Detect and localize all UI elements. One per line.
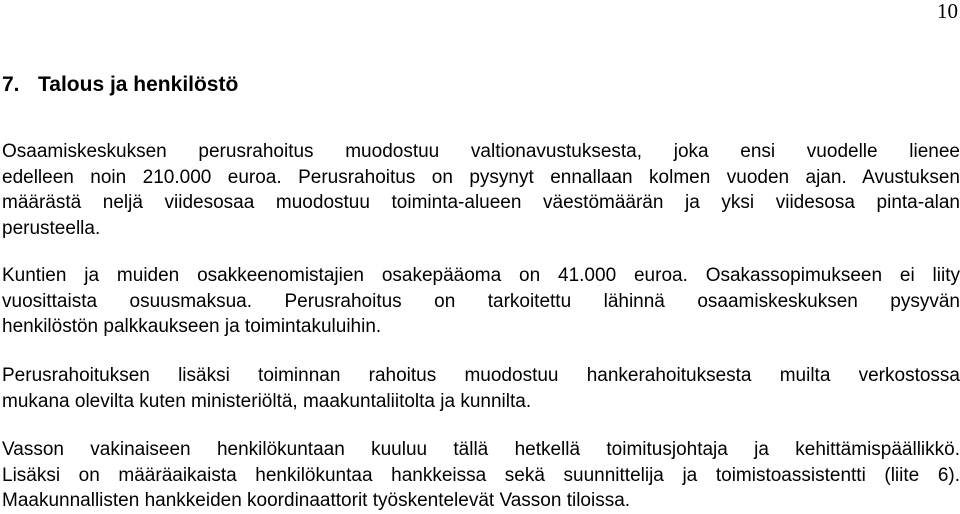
paragraph-line: Perusrahoituksen lisäksi toiminnan rahoitus muodostuu hankerahoituksesta muilta verkostossa [2,365,960,386]
paragraph-line: Lisäksi on määräaikaista henkilökuntaa hankkeissa sekä suunnittelija ja toimistoassistentti (liite 6). [2,464,960,486]
paragraph-line: vuosittaista osuusmaksua. Perusrahoitus on tarkoitettu lähinnä osaamiskeskuksen pysyvän [2,290,960,312]
paragraph-line: Maakunnallisten hankkeiden koordinaattorit työskentelevät Vasson tiloissa. [2,490,631,512]
paragraph-line: perusteella. [2,217,101,239]
section-title: Talous ja henkilöstö [38,73,239,96]
paragraph-project-funding [2,363,960,414]
section-number: 7. [2,73,20,96]
paragraph-funding [2,139,960,241]
page-number: 10 [937,0,958,23]
paragraph-line: Vasson vakinaiseen henkilökuntaan kuuluu tällä hetkellä toimitusjohtaja ja kehittämispäällikkö. [2,439,960,460]
paragraph-line: määrästä neljä viidesosaa muodostuu toiminta-alueen väestömäärän ja yksi viidesosa pinta-alan [2,192,960,214]
paragraph-line: Kuntien ja muiden osakkeenomistajien osakepääoma on 41.000 euroa. Osakassopimukseen ei liity [2,265,960,286]
paragraph-share-capital [2,263,960,340]
paragraph-line: henkilöstön palkkaukseen ja toimintakuluihin. [2,316,382,338]
paragraph-staff [2,437,960,514]
paragraph-line: Osaamiskeskuksen perusrahoitus muodostuu valtionavustuksesta, joka ensi vuodelle lienee [2,141,960,162]
paragraph-line: edelleen noin 210.000 euroa. Perusrahoitus on pysynyt ennallaan kolmen vuoden ajan. Avustuksen [2,166,960,188]
section-heading [2,72,238,98]
paragraph-line: mukana olevilta kuten ministeriöltä, maakuntaliitolta ja kunnilta. [2,390,532,412]
